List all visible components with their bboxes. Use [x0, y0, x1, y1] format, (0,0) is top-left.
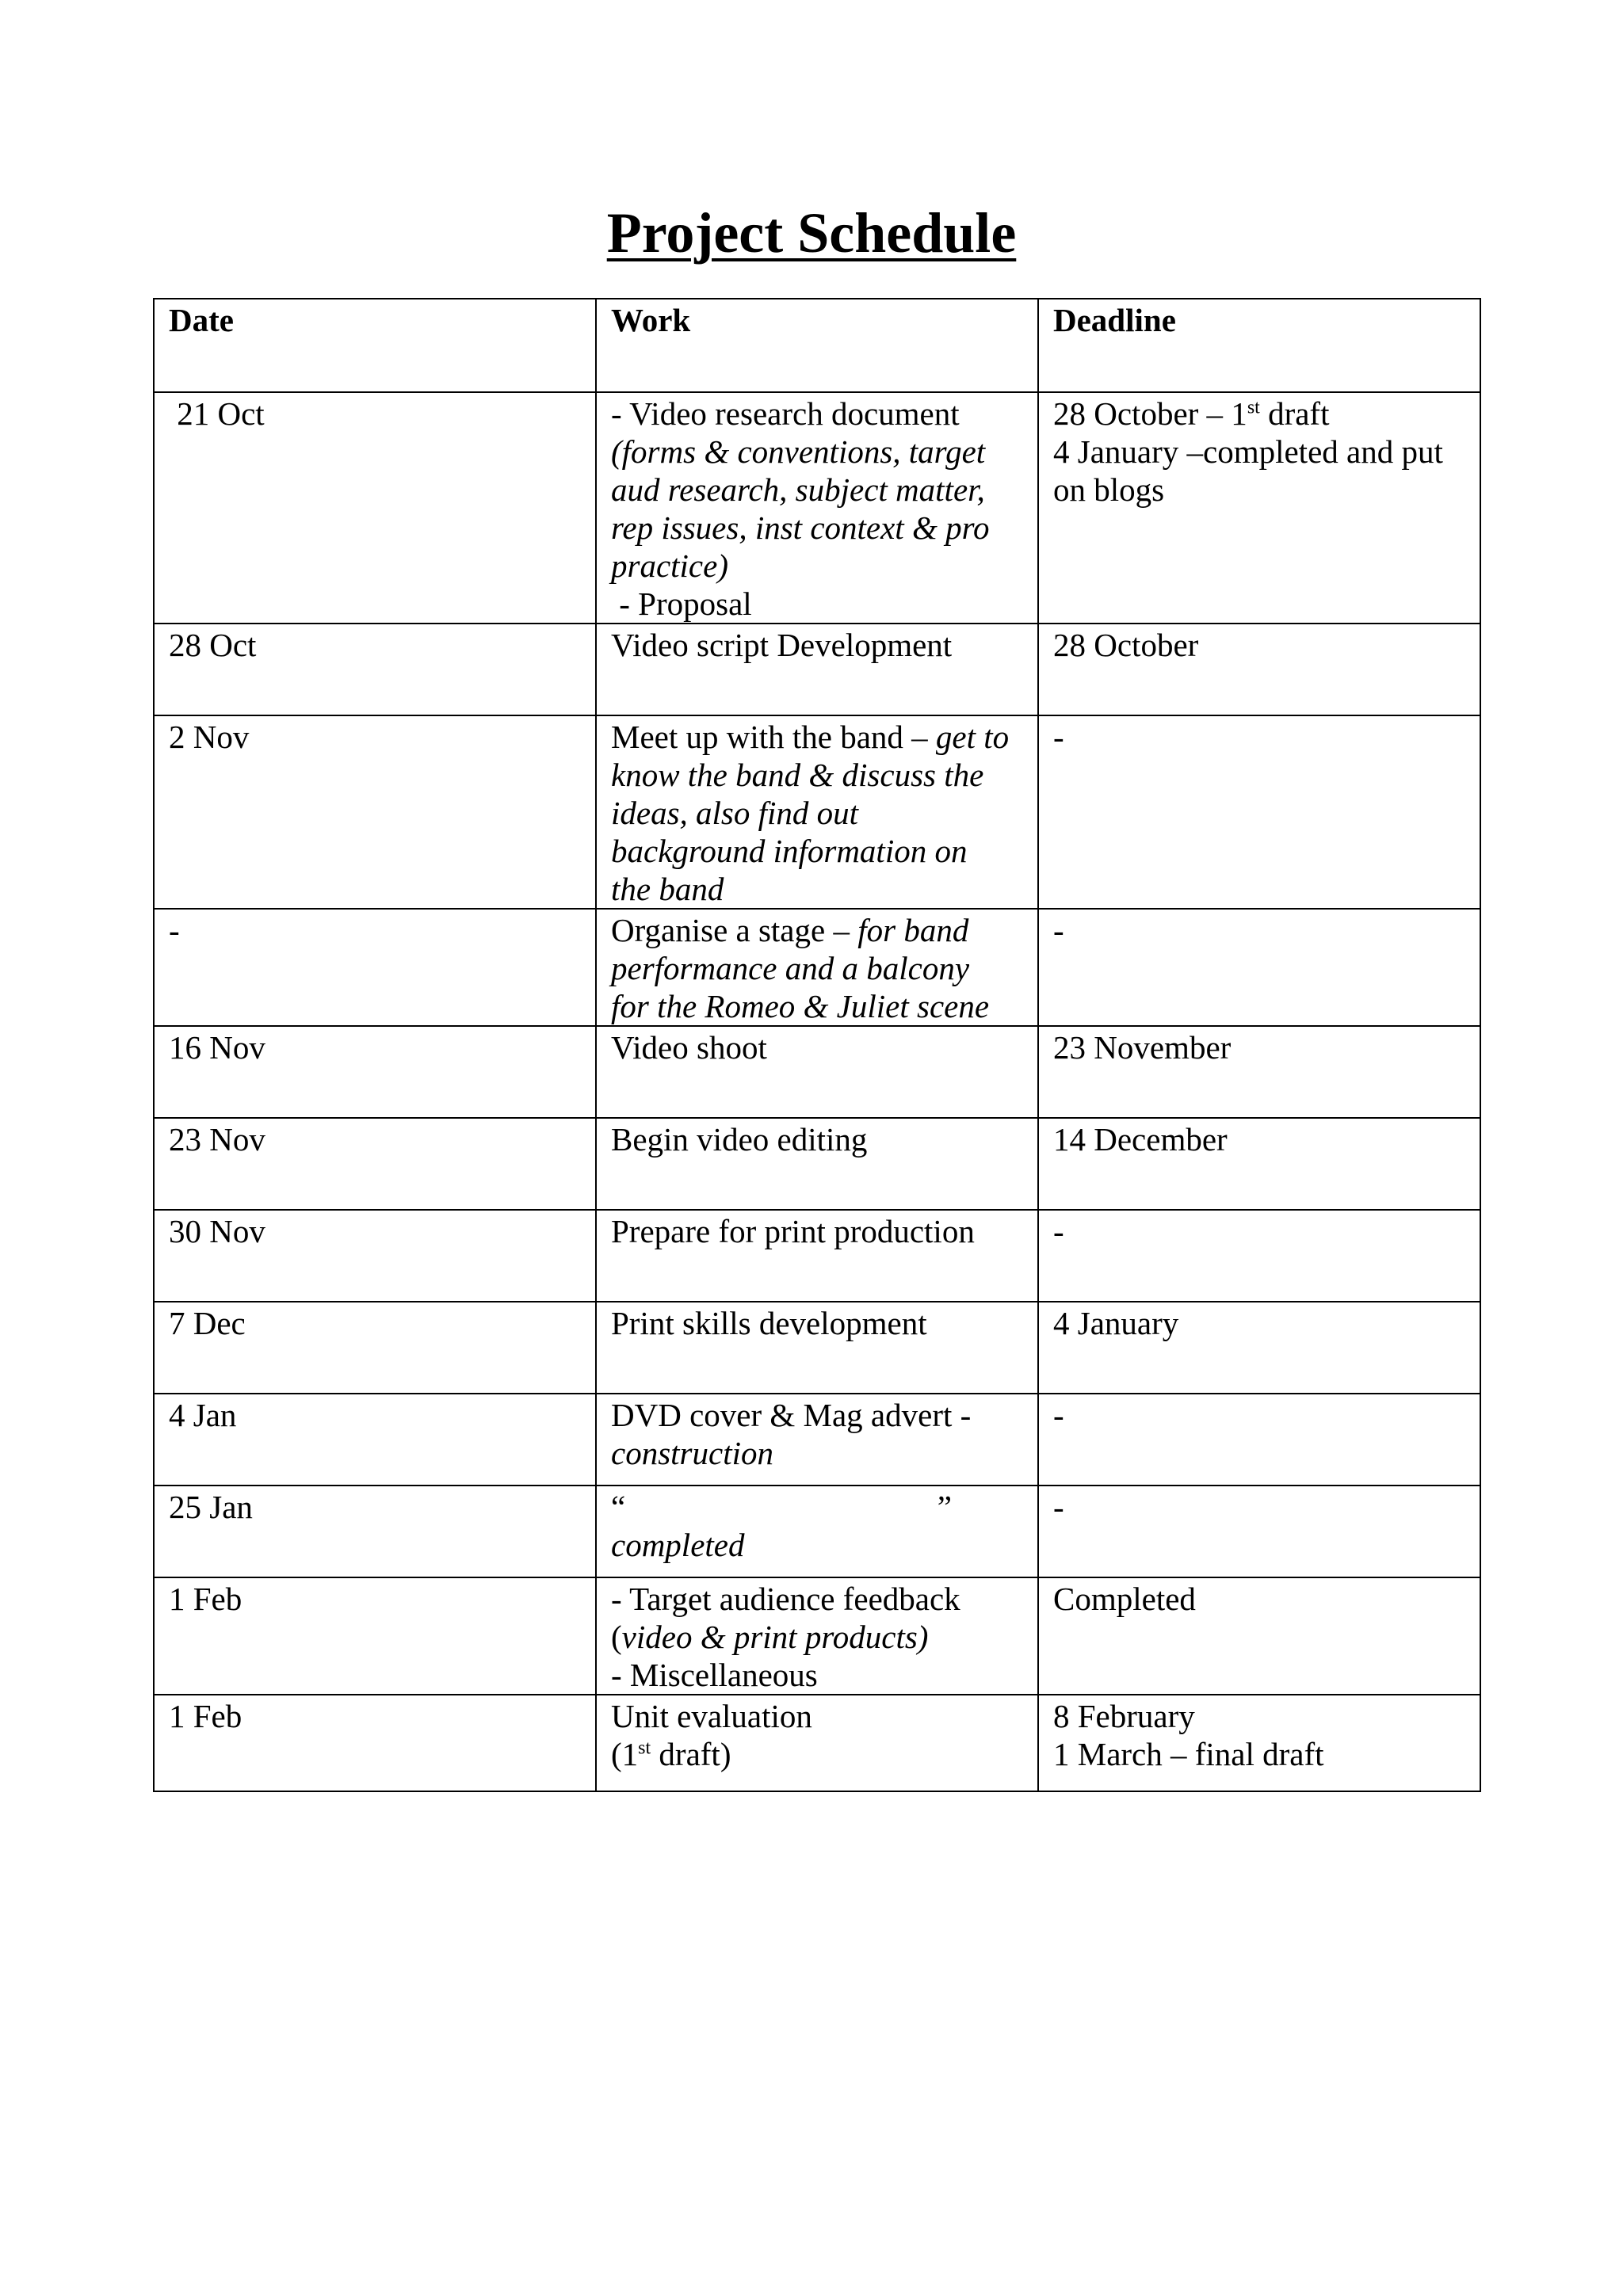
date-cell: 28 Oct: [154, 624, 596, 715]
work-text: draft): [651, 1736, 731, 1772]
work-cell: Begin video editing: [596, 1118, 1038, 1210]
deadline-line: 1 March – final draft: [1053, 1736, 1324, 1772]
table-header-row: [154, 299, 1480, 392]
deadline-cell: 28 October: [1038, 624, 1480, 715]
table-row: [154, 1577, 1480, 1695]
deadline-cell: Completed: [1038, 1577, 1480, 1695]
work-line: [611, 1618, 1023, 1656]
deadline-cell: [1038, 1695, 1480, 1791]
work-line: know the band & discuss the: [611, 757, 984, 793]
date-cell: 25 Jan: [154, 1486, 596, 1577]
deadline-cell: -: [1038, 715, 1480, 909]
close-quote: ”: [937, 1489, 952, 1525]
work-line: ideas, also find out: [611, 795, 859, 831]
work-line: - Proposal: [611, 585, 752, 622]
work-line: [611, 718, 1023, 756]
work-cell: [596, 715, 1038, 909]
table-row: [154, 1118, 1480, 1210]
table-row: [154, 1210, 1480, 1302]
work-cell: Video shoot: [596, 1026, 1038, 1118]
work-line: completed: [611, 1527, 745, 1563]
work-line: rep issues, inst context & pro: [611, 509, 990, 546]
work-text: get to: [935, 719, 1010, 755]
table-row: [154, 1695, 1480, 1791]
deadline-line: on blogs: [1053, 471, 1165, 508]
date-cell: 1 Feb: [154, 1695, 596, 1791]
deadline-cell: 23 November: [1038, 1026, 1480, 1118]
date-cell: -: [154, 909, 596, 1026]
work-cell: Print skills development: [596, 1302, 1038, 1394]
work-cell: [596, 392, 1038, 624]
work-line: DVD cover & Mag advert -: [611, 1397, 972, 1433]
date-cell: 23 Nov: [154, 1118, 596, 1210]
deadline-cell: [1038, 392, 1480, 624]
work-line: performance and a balcony: [611, 950, 970, 986]
work-line: for the Romeo & Juliet scene: [611, 988, 990, 1024]
work-line: - Video research document: [611, 395, 960, 432]
date-cell: 2 Nov: [154, 715, 596, 909]
deadline-cell: -: [1038, 1394, 1480, 1486]
work-text: (: [611, 1619, 622, 1655]
table-row: [154, 624, 1480, 715]
table-row: [154, 1026, 1480, 1118]
work-line: Unit evaluation: [611, 1698, 812, 1734]
deadline-cell: 14 December: [1038, 1118, 1480, 1210]
work-text: for band: [857, 912, 969, 948]
work-text: Meet up with the band –: [611, 719, 936, 755]
work-cell: [596, 1394, 1038, 1486]
work-line: [611, 911, 1023, 949]
work-cell: Prepare for print production: [596, 1210, 1038, 1302]
schedule-table: [153, 298, 1481, 1792]
work-cell: [596, 1695, 1038, 1791]
date-cell: 1 Feb: [154, 1577, 596, 1695]
work-text: (1: [611, 1736, 639, 1772]
work-cell: Video script Development: [596, 624, 1038, 715]
header-date: Date: [154, 299, 596, 392]
date-cell: 21 Oct: [154, 392, 596, 624]
deadline-cell: -: [1038, 1210, 1480, 1302]
date-cell: 16 Nov: [154, 1026, 596, 1118]
date-cell: 4 Jan: [154, 1394, 596, 1486]
work-text: video & print products): [621, 1619, 929, 1655]
work-text: Organise a stage –: [611, 912, 858, 948]
work-cell: [596, 1486, 1038, 1577]
date-cell: 30 Nov: [154, 1210, 596, 1302]
deadline-line: 4 January –completed and put: [1053, 433, 1443, 470]
work-line: background information on: [611, 833, 968, 869]
deadline-cell: 4 January: [1038, 1302, 1480, 1394]
work-line: practice): [611, 547, 728, 584]
table-row: [154, 1394, 1480, 1486]
open-quote: “: [611, 1489, 626, 1525]
work-line: [611, 1735, 1023, 1773]
date-cell: 7 Dec: [154, 1302, 596, 1394]
work-cell: [596, 909, 1038, 1026]
deadline-cell: -: [1038, 1486, 1480, 1577]
table-row: [154, 1486, 1480, 1577]
table-row: [154, 392, 1480, 624]
page-title: Project Schedule: [606, 201, 1017, 265]
deadline-cell: -: [1038, 909, 1480, 1026]
table-row: [154, 1302, 1480, 1394]
header-deadline: Deadline: [1038, 299, 1480, 392]
work-line: (forms & conventions, target: [611, 433, 986, 470]
work-cell: [596, 1577, 1038, 1695]
header-work: Work: [596, 299, 1038, 392]
deadline-text: 28 October – 1: [1053, 395, 1247, 432]
ordinal-suffix: st: [1247, 397, 1260, 418]
work-line: construction: [611, 1435, 773, 1471]
table-row: [154, 715, 1480, 909]
work-line: - Miscellaneous: [611, 1657, 818, 1693]
work-line: aud research, subject matter,: [611, 471, 985, 508]
ordinal-suffix: st: [638, 1737, 651, 1759]
deadline-line: 8 February: [1053, 1698, 1195, 1734]
ditto-marks: [611, 1488, 952, 1526]
work-line: - Target audience feedback: [611, 1581, 960, 1617]
deadline-line: [1053, 395, 1465, 433]
deadline-text: draft: [1259, 395, 1330, 432]
table-row: [154, 909, 1480, 1026]
work-line: the band: [611, 871, 724, 907]
